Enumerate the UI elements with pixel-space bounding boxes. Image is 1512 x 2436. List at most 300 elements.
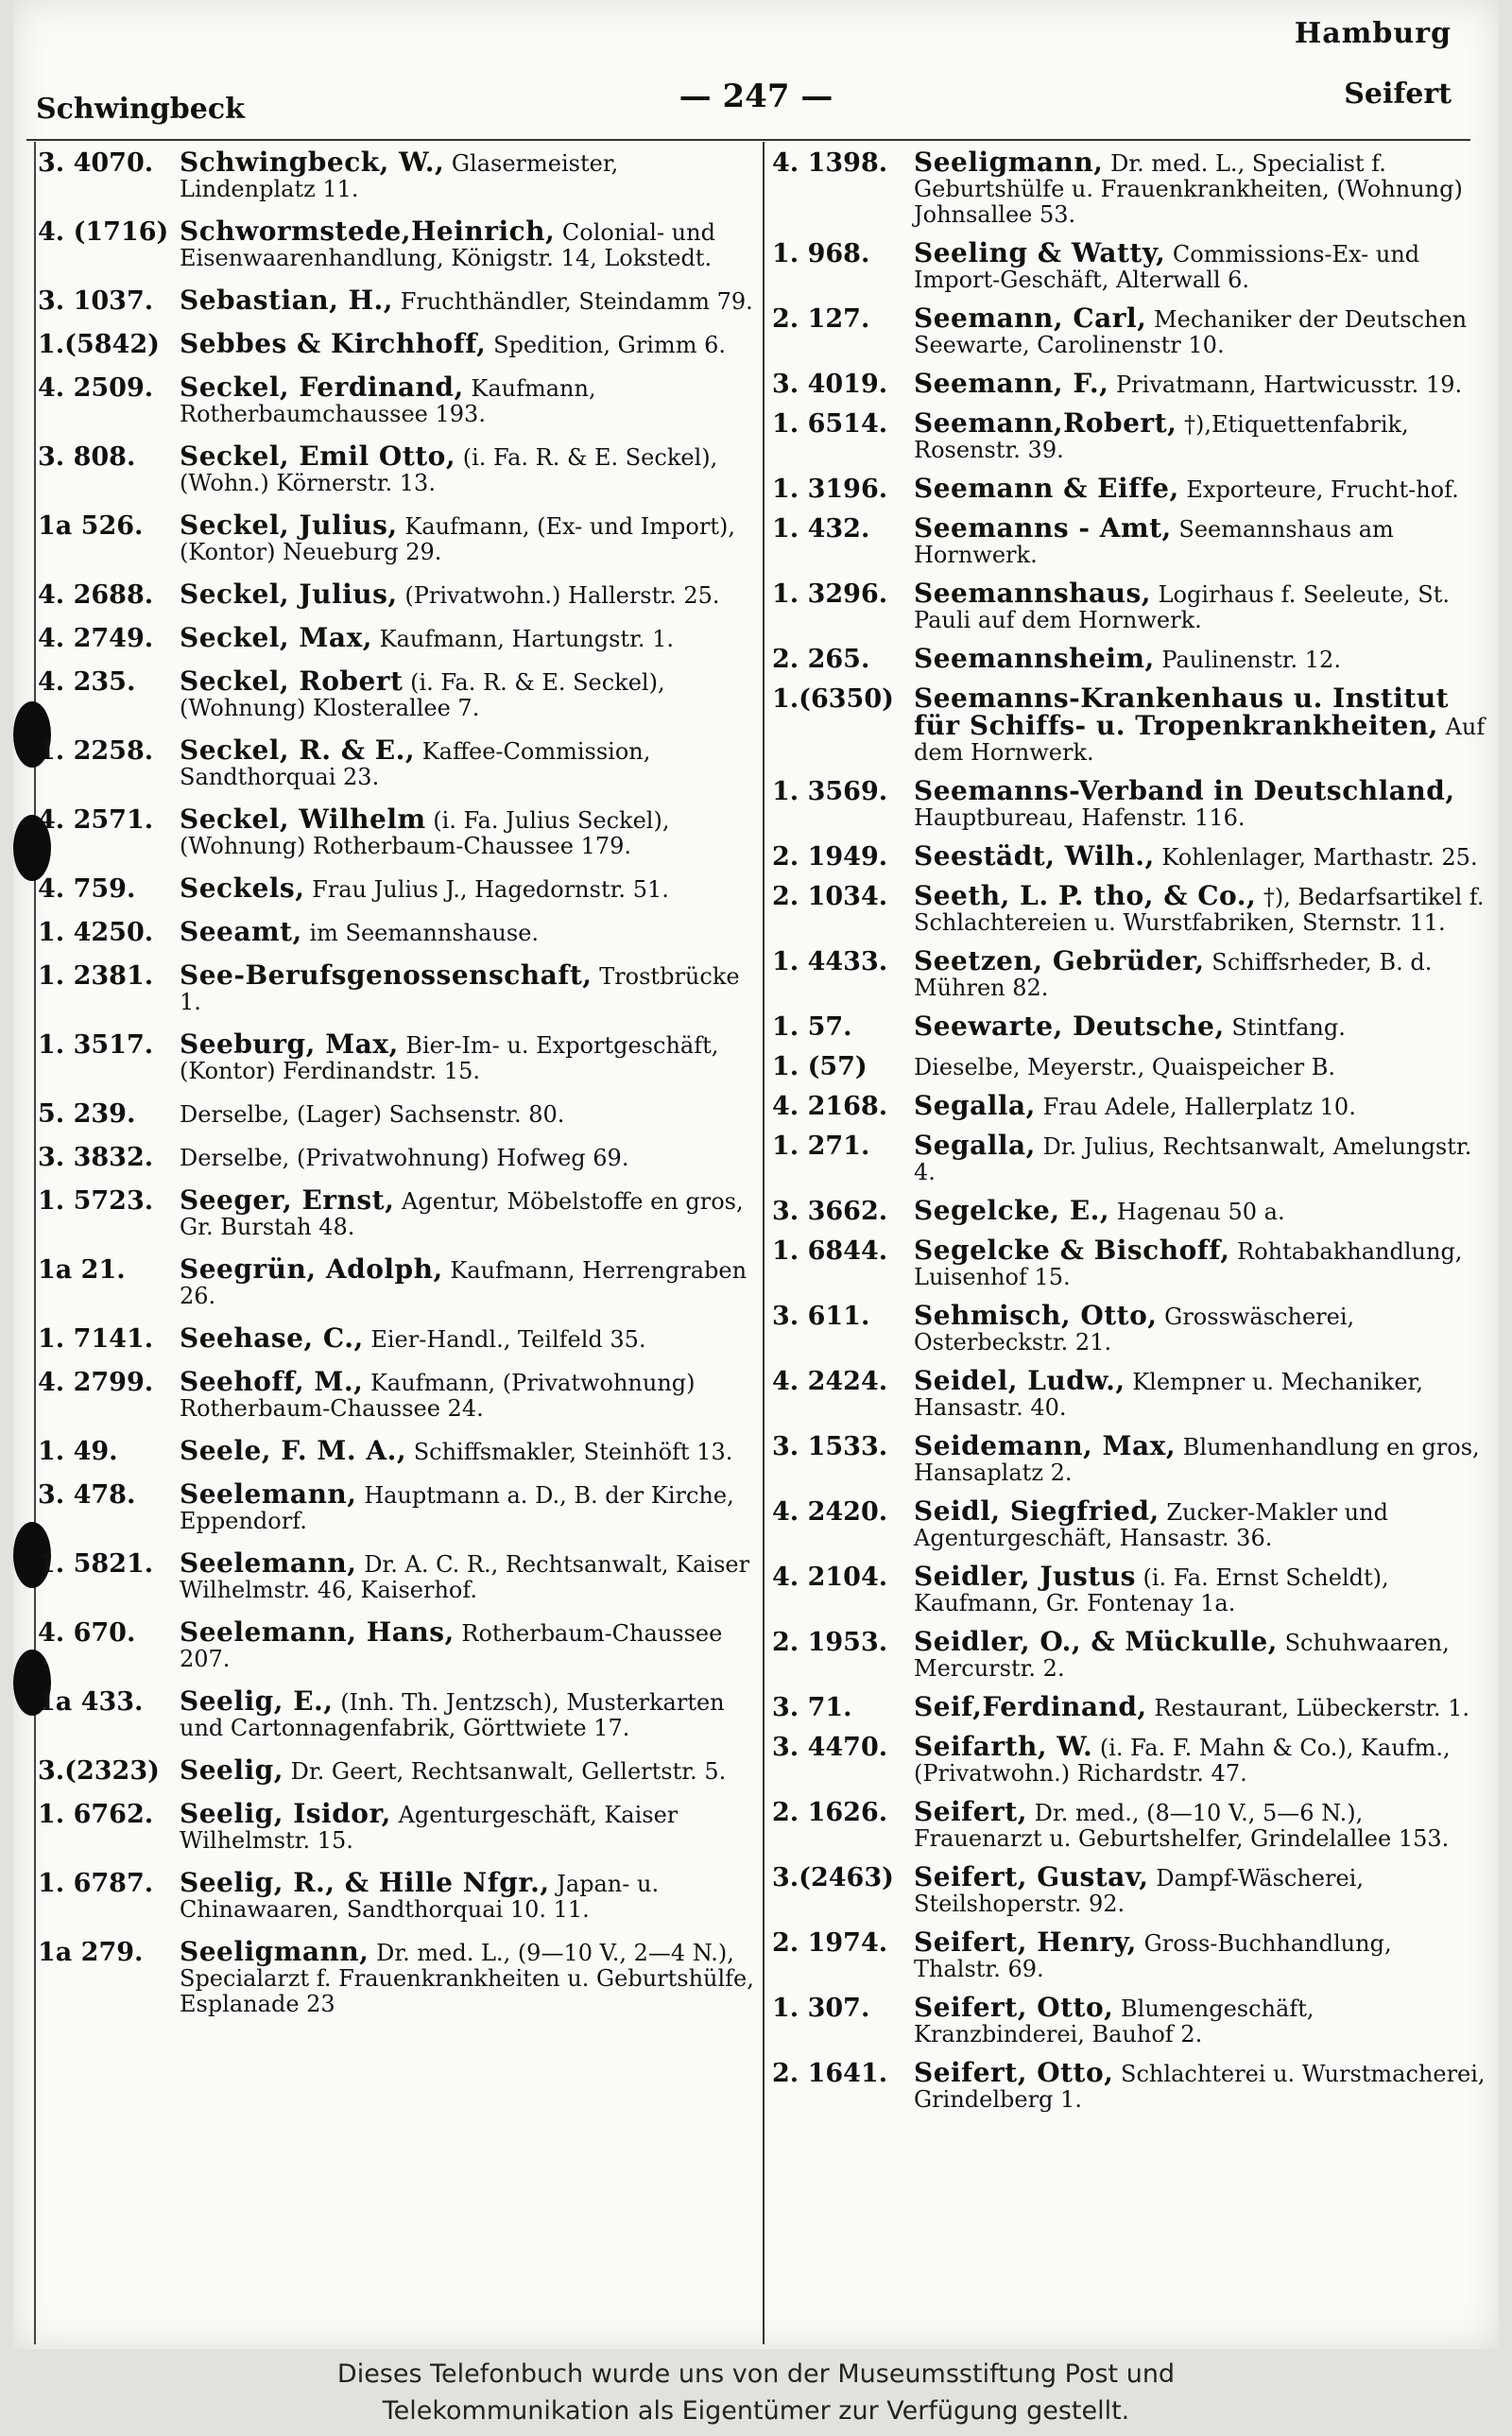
footer-line: Dieses Telefonbuch wurde uns von der Museumsstiftung Post und <box>336 2359 1176 2389</box>
entry-name: Seifert, <box>914 1796 1027 1827</box>
entry-name: Seemannshaus, <box>914 578 1151 609</box>
entry-name: Seemanns - Amt, <box>914 512 1172 544</box>
left-rule <box>34 142 36 2344</box>
column-divider <box>763 142 765 2344</box>
entry-text <box>180 328 756 359</box>
entry-name: Seeligmann, <box>180 1936 369 1967</box>
directory-entry <box>38 622 756 653</box>
directory-entry <box>38 1435 756 1466</box>
entry-name: Sebastian, H., <box>180 285 394 316</box>
entry-text <box>180 959 756 1015</box>
entry-text <box>914 1195 1486 1226</box>
entry-name: Seemanns-Verband in Deutschland, <box>914 775 1455 806</box>
directory-entry <box>772 580 1486 633</box>
entry-details: Dieselbe, Meyerstr., Quaispeicher B. <box>914 1054 1335 1080</box>
entry-name: Seehoff, M., <box>180 1366 364 1397</box>
left-column <box>38 149 756 2033</box>
entry-details: Kohlenlager, Marthastr. 25. <box>1161 844 1478 871</box>
phone-number: 4. 1398. <box>772 148 888 178</box>
phone-number: 4. 2509. <box>38 373 154 403</box>
entry-text <box>914 2057 1486 2113</box>
entry-text <box>180 1322 756 1354</box>
entry-text <box>180 371 756 427</box>
entry-details: Hauptbureau, Hafenstr. 116. <box>914 804 1246 831</box>
entry-name: Seehase, C., <box>180 1322 364 1354</box>
phone-number: 4. 2799. <box>38 1368 154 1397</box>
phone-number: 3. 4470. <box>772 1733 888 1762</box>
entry-text <box>914 1992 1486 2047</box>
phone-number: 4. 759. <box>38 874 136 904</box>
entry-details: Stintfang. <box>1231 1014 1346 1041</box>
phone-number: 3.(2323) <box>38 1756 160 1786</box>
entry-text <box>180 1936 756 2017</box>
entry-text <box>914 1561 1486 1616</box>
entry-details: Gross-Buchhandlung, Thalstr. 69. <box>914 1930 1392 1982</box>
entry-name: Seckel, Julius, <box>180 579 398 610</box>
phone-number: 1. 6787. <box>38 1869 154 1898</box>
entry-name: Seelig, E., <box>180 1685 334 1717</box>
phone-number: 3.(2463) <box>772 1863 894 1892</box>
phone-number: 3. 611. <box>772 1302 870 1331</box>
phone-number: 2. 1953. <box>772 1628 888 1657</box>
phone-number: 2. 127. <box>772 304 870 334</box>
entry-name: Seelemann, Hans, <box>180 1616 455 1648</box>
entry-text <box>914 1926 1486 1982</box>
entry-details: Kaufmann, Rotherbaumchaussee 193. <box>180 375 596 427</box>
phone-number: 1. 3196. <box>772 475 888 504</box>
directory-entry <box>772 1992 1486 2047</box>
entry-name: Schwingbeck, W., <box>180 147 445 178</box>
right-column <box>772 149 1486 2125</box>
directory-entry <box>772 643 1486 674</box>
directory-entry <box>772 512 1486 568</box>
entry-details: Paulinenstr. 12. <box>1161 647 1341 673</box>
entry-name: Seeling & Watty, <box>914 237 1166 268</box>
phone-number: 1. 2258. <box>38 736 154 766</box>
entry-name: Seckel, Wilhelm <box>180 803 426 835</box>
entry-name: Seifert, Gustav, <box>914 1861 1149 1892</box>
directory-entry <box>38 1685 756 1741</box>
phone-number: 1a 433. <box>38 1687 144 1717</box>
phone-number: 1. 968. <box>772 239 870 268</box>
header-right-word: Seifert <box>1344 78 1452 111</box>
directory-entry <box>772 1132 1486 1185</box>
entry-name: Seidemann, Max, <box>914 1430 1177 1461</box>
footer-notice <box>0 2356 1512 2429</box>
entry-text <box>914 407 1486 463</box>
directory-entry <box>38 1754 756 1786</box>
entry-details: Dr. Julius, Rechtsanwalt, Amelungstr. 4. <box>914 1133 1472 1185</box>
entry-name: Seckel, R. & E., <box>180 734 416 766</box>
directory-entry <box>772 407 1486 463</box>
entry-text <box>180 512 756 565</box>
entry-name: Seeth, L. P. tho, & Co., <box>914 880 1257 911</box>
phone-number: 4. 2571. <box>38 805 154 835</box>
entry-text <box>180 1253 756 1309</box>
directory-entry <box>38 1144 756 1171</box>
header-rule <box>26 139 1470 141</box>
entry-text <box>914 1731 1486 1787</box>
entry-details: (Inh. Th. Jentzsch), Musterkarten und Cartonnagenfabrik, Görttwiete 17. <box>180 1689 725 1741</box>
directory-entry <box>38 1100 756 1128</box>
entry-text <box>914 1090 1486 1121</box>
entry-text <box>180 1685 756 1741</box>
entry-details: Derselbe, (Lager) Sachsenstr. 80. <box>180 1101 565 1128</box>
entry-details: Restaurant, Lübeckerstr. 1. <box>1154 1695 1470 1721</box>
directory-entry <box>772 1013 1486 1041</box>
entry-name: Seelemann, <box>180 1478 357 1510</box>
entry-text <box>914 1365 1486 1421</box>
phone-number: 3. 3662. <box>772 1197 888 1226</box>
entry-text <box>914 1626 1486 1682</box>
phone-number: 3. 3832. <box>38 1143 154 1172</box>
entry-text <box>180 916 756 947</box>
entry-text <box>180 287 756 315</box>
entry-text <box>914 149 1486 228</box>
directory-entry <box>38 803 756 859</box>
phone-number: 3. 1037. <box>38 286 154 316</box>
directory-entry <box>772 775 1486 831</box>
directory-entry <box>38 149 756 202</box>
entry-name: Seifarth, W. <box>914 1731 1093 1762</box>
phone-number: 3. 1533. <box>772 1432 888 1461</box>
directory-entry <box>772 475 1486 503</box>
entry-name: Seif,Ferdinand, <box>914 1691 1147 1722</box>
phone-number: 1. 5723. <box>38 1186 154 1216</box>
entry-text <box>180 1867 756 1923</box>
phone-number: 5. 239. <box>38 1099 136 1129</box>
directory-entry <box>772 1926 1486 1982</box>
entry-name: Schwormstede,Heinrich, <box>180 216 556 247</box>
entry-name: Seewarte, Deutsche, <box>914 1011 1225 1042</box>
phone-number: 4. 235. <box>38 667 136 697</box>
entry-name: Seifert, Henry, <box>914 1926 1137 1958</box>
entry-name: Seelig, <box>180 1754 284 1786</box>
entry-name: Seeligmann, <box>914 147 1104 178</box>
entry-details: Glasermeister, Lindenplatz 11. <box>180 150 619 202</box>
entry-text <box>914 643 1486 674</box>
directory-entry <box>772 1090 1486 1121</box>
entry-details: Schiffsrheder, B. d. Mühren 82. <box>914 949 1433 1001</box>
entry-details: Dr. A. C. R., Rechtsanwalt, Kaiser Wilhelmstr. 46, Kaiserhof. <box>180 1551 750 1603</box>
directory-entry <box>38 1366 756 1422</box>
entry-text <box>180 1547 756 1603</box>
entry-text <box>180 872 756 904</box>
entry-details: Logirhaus f. Seeleute, St. Pauli auf dem Hornwerk. <box>914 581 1450 633</box>
entry-text <box>914 775 1486 831</box>
entry-details: Kaufmann, Hartungstr. 1. <box>379 626 675 652</box>
entry-details: Eier-Handl., Teilfeld 35. <box>370 1326 646 1353</box>
directory-entry <box>772 237 1486 293</box>
directory-entry <box>38 1547 756 1603</box>
entry-details: Privatmann, Hartwicusstr. 19. <box>1116 371 1463 398</box>
phone-number: 4. 2424. <box>772 1367 888 1396</box>
phone-number: 3. 808. <box>38 442 136 472</box>
entry-text <box>914 237 1486 293</box>
entry-details: Dr. med., (8—10 V., 5—6 N.), Frauenarzt u. Geburtshelfer, Grindelallee 153. <box>914 1800 1450 1852</box>
directory-entry <box>38 1184 756 1240</box>
phone-number: 1. 2381. <box>38 961 154 991</box>
header-left-word: Schwingbeck <box>36 93 245 126</box>
entry-text <box>914 1691 1486 1722</box>
entry-name: Sehmisch, Otto, <box>914 1300 1158 1331</box>
entry-details: Bier-Im- u. Exportgeschäft, (Kontor) Ferdinandstr. 15. <box>180 1032 719 1084</box>
entry-text <box>180 1184 756 1240</box>
phone-number: 4. (1716) <box>38 217 169 247</box>
phone-number: 1. 57. <box>772 1012 852 1042</box>
phone-number: 1. 7141. <box>38 1324 154 1354</box>
entry-name: Seidler, Justus <box>914 1561 1136 1592</box>
phone-number: 3. 4070. <box>38 148 154 178</box>
directory-entry <box>772 302 1486 358</box>
entry-text <box>914 682 1486 766</box>
directory-entry <box>38 328 756 359</box>
entry-name: Seelig, R., & Hille Nfgr., <box>180 1867 550 1898</box>
phone-number: 1. 4250. <box>38 918 154 947</box>
entry-name: Seidler, O., & Mückulle, <box>914 1626 1278 1657</box>
phone-number: 1. 6844. <box>772 1236 888 1266</box>
entry-details: Kaufmann, Herrengraben 26. <box>180 1257 747 1309</box>
entry-text <box>180 622 756 653</box>
entry-text <box>914 1861 1486 1917</box>
directory-entry <box>772 2057 1486 2113</box>
phone-number: 1. 49. <box>38 1437 118 1466</box>
entry-details: (i. Fa. Julius Seckel), (Wohnung) Rotherbaum-Chaussee 179. <box>180 807 670 859</box>
directory-entry <box>38 1253 756 1309</box>
entry-details: Spedition, Grimm 6. <box>493 332 726 358</box>
entry-text <box>180 149 756 202</box>
entry-text <box>180 734 756 790</box>
directory-entry <box>38 916 756 947</box>
entry-name: Segalla, <box>914 1090 1036 1121</box>
entry-details: Trostbrücke 1. <box>180 963 740 1015</box>
entry-name: Sebbes & Kirchhoff, <box>180 328 487 359</box>
entry-name: Seckel, Ferdinand, <box>180 371 464 403</box>
directory-entry <box>772 1300 1486 1356</box>
directory-entry <box>38 1478 756 1534</box>
phone-number: 1. 4433. <box>772 947 888 976</box>
entry-text <box>180 218 756 271</box>
entry-text <box>914 1053 1486 1080</box>
footer-line: Telekommunikation als Eigentümer zur Verfügung gestellt. <box>382 2396 1130 2426</box>
phone-number: 1. (57) <box>772 1052 868 1081</box>
entry-name: Segelcke & Bischoff, <box>914 1235 1230 1266</box>
entry-details: †),Etiquettenfabrik, Rosenstr. 39. <box>914 411 1409 463</box>
phone-number: 1. 3517. <box>38 1030 154 1060</box>
directory-entry <box>772 1195 1486 1226</box>
entry-details: Dr. Geert, Rechtsanwalt, Gellertstr. 5. <box>290 1758 727 1785</box>
entry-name: Seifert, Otto, <box>914 1992 1114 2023</box>
entry-name: Seetzen, Gebrüder, <box>914 945 1205 976</box>
directory-entry <box>38 512 756 565</box>
phone-number: 1a 21. <box>38 1255 126 1285</box>
entry-text <box>914 1300 1486 1356</box>
phone-number: 1a 526. <box>38 511 144 541</box>
entry-details: Schiffsmakler, Steinhöft 13. <box>413 1439 733 1465</box>
entry-name: Seelig, Isidor, <box>180 1798 391 1829</box>
phone-number: 3. 478. <box>38 1480 136 1510</box>
directory-entry <box>772 1691 1486 1722</box>
entry-text <box>180 1028 756 1084</box>
entry-text <box>914 368 1486 399</box>
phone-number: 3. 4019. <box>772 370 888 399</box>
entry-details: Mechaniker der Deutschen Seewarte, Carolinenstr 10. <box>914 306 1468 358</box>
entry-text <box>914 1132 1486 1185</box>
directory-entry <box>38 872 756 904</box>
phone-number: 1. 3296. <box>772 579 888 609</box>
phone-number: 4. 2420. <box>772 1497 888 1527</box>
entry-text <box>180 443 756 496</box>
entry-text <box>914 1796 1486 1852</box>
entry-details: Commissions-Ex- und Import-Geschäft, Alterwall 6. <box>914 241 1420 293</box>
entry-text <box>914 945 1486 1001</box>
phone-number: 2. 1641. <box>772 2059 888 2088</box>
directory-entry <box>772 1731 1486 1787</box>
entry-name: Seidl, Siegfried, <box>914 1495 1160 1527</box>
entry-name: Seckel, Emil Otto, <box>180 441 456 472</box>
entry-name: Seemann, Carl, <box>914 302 1147 334</box>
directory-entry <box>772 1237 1486 1290</box>
entry-text <box>180 1366 756 1422</box>
entry-details: (Privatwohn.) Hallerstr. 25. <box>404 582 720 609</box>
entry-details: Seemannshaus am Hornwerk. <box>914 516 1394 568</box>
entry-name: Seemanns-Krankenhaus u. Institut für Schiffs- u. Tropenkrankheiten, <box>914 682 1450 741</box>
entry-text <box>180 1100 756 1128</box>
directory-entry <box>38 287 756 315</box>
entry-text <box>914 1430 1486 1486</box>
entry-details: Kaufmann, (Ex- und Import), (Kontor) Neueburg 29. <box>180 513 735 565</box>
directory-entry <box>772 682 1486 766</box>
entry-details: Rohtabakhandlung, Luisenhof 15. <box>914 1238 1463 1290</box>
entry-details: Exporteure, Frucht-hof. <box>1186 476 1459 503</box>
directory-entry <box>772 149 1486 228</box>
entry-text <box>914 1013 1486 1041</box>
page-number: — 247 — <box>679 78 833 115</box>
directory-entry <box>38 371 756 427</box>
entry-name: Seemann,Robert, <box>914 407 1177 439</box>
entry-text <box>180 1478 756 1534</box>
entry-name: Seele, F. M. A., <box>180 1435 407 1466</box>
entry-details: Colonial- und Eisenwaarenhandlung, Königstr. 14, Lokstedt. <box>180 219 715 271</box>
entry-name: See-Berufsgenossenschaft, <box>180 959 593 991</box>
entry-details: Fruchthändler, Steindamm 79. <box>400 288 753 315</box>
phone-number: 1. 3569. <box>772 777 888 806</box>
entry-name: Seemann, F., <box>914 368 1109 399</box>
entry-text <box>180 1754 756 1786</box>
entry-name: Seeamt, <box>180 916 302 947</box>
entry-text <box>914 1237 1486 1290</box>
directory-entry <box>38 443 756 496</box>
entry-text <box>914 880 1486 936</box>
entry-text <box>180 1435 756 1466</box>
entry-text <box>180 581 756 609</box>
entry-details: Blumengeschäft, Kranzbinderei, Bauhof 2. <box>914 1995 1314 2047</box>
phone-number: 4. 670. <box>38 1618 136 1648</box>
entry-text <box>180 803 756 859</box>
entry-name: Seegrün, Adolph, <box>180 1253 443 1285</box>
directory-entry <box>38 218 756 271</box>
entry-details: Frau Julius J., Hagedornstr. 51. <box>312 876 669 903</box>
entry-details: Schlachterei u. Wurstmacherei, Grindelberg 1. <box>914 2061 1486 2113</box>
entry-name: Seidel, Ludw., <box>914 1365 1125 1396</box>
entry-name: Segelcke, E., <box>914 1195 1110 1226</box>
directory-entry <box>38 1798 756 1854</box>
directory-entry <box>772 945 1486 1001</box>
entry-details: Kaufmann, (Privatwohnung) Rotherbaum-Chaussee 24. <box>180 1370 696 1422</box>
entry-name: Seestädt, Wilh., <box>914 840 1155 872</box>
phone-number: 3. 71. <box>772 1693 852 1722</box>
entry-details: Grosswäscherei, Osterbeckstr. 21. <box>914 1304 1355 1356</box>
entry-details: Frau Adele, Hallerplatz 10. <box>1042 1094 1356 1120</box>
phone-number: 4. 2688. <box>38 580 154 610</box>
entry-name: Segalla, <box>914 1130 1036 1161</box>
entry-text <box>914 1495 1486 1551</box>
entry-text <box>180 1616 756 1672</box>
entry-name: Seifert, Otto, <box>914 2057 1114 2088</box>
entry-details: Hauptmann a. D., B. der Kirche, Eppendorf. <box>180 1482 734 1534</box>
directory-entry <box>38 1616 756 1672</box>
directory-entry <box>772 1561 1486 1616</box>
entry-details: (i. Fa. F. Mahn & Co.), Kaufm., (Privatwohn.) Richardstr. 47. <box>914 1735 1451 1787</box>
directory-entry <box>772 368 1486 399</box>
phone-number: 4. 2168. <box>772 1092 888 1121</box>
phone-number: 4. 2104. <box>772 1563 888 1592</box>
entry-details: (i. Fa. Ernst Scheldt), Kaufmann, Gr. Fontenay 1a. <box>914 1564 1389 1616</box>
entry-name: Seckel, Max, <box>180 622 373 653</box>
entry-text <box>180 665 756 721</box>
directory-entry <box>772 1626 1486 1682</box>
directory-entry <box>38 1028 756 1084</box>
entry-name: Seckel, Robert <box>180 665 404 697</box>
directory-entry <box>38 959 756 1015</box>
phone-number: 2. 1974. <box>772 1928 888 1958</box>
entry-details: Zucker-Makler und Agenturgeschäft, Hansastr. 36. <box>914 1499 1388 1551</box>
phone-number: 2. 1034. <box>772 882 888 911</box>
entry-details: im Seemannshause. <box>309 920 540 946</box>
directory-entry <box>38 665 756 721</box>
phone-number: 1. 307. <box>772 1994 870 2023</box>
phone-number: 1.(6350) <box>772 684 894 714</box>
entry-text <box>180 1798 756 1854</box>
entry-details: Japan- u. Chinawaaren, Sandthorquai 10. 11. <box>180 1871 660 1923</box>
entry-name: Seeger, Ernst, <box>180 1184 395 1216</box>
entry-name: Seeburg, Max, <box>180 1028 399 1060</box>
entry-text <box>914 475 1486 503</box>
directory-entry <box>38 1936 756 2017</box>
entry-details: Rotherbaum-Chaussee 207. <box>180 1620 723 1672</box>
directory-entry <box>772 1796 1486 1852</box>
entry-name: Seckel, Julius, <box>180 510 398 541</box>
entry-name: Seelemann, <box>180 1547 357 1579</box>
entry-details: Kaffee-Commission, Sandthorquai 23. <box>180 738 651 790</box>
phone-number: 2. 1949. <box>772 842 888 872</box>
entry-details: Blumenhandlung en gros, Hansaplatz 2. <box>914 1434 1480 1486</box>
directory-page <box>13 0 1499 2349</box>
entry-details: Schuhwaaren, Mercurstr. 2. <box>914 1630 1450 1682</box>
directory-entry <box>772 1495 1486 1551</box>
phone-number: 2. 1626. <box>772 1798 888 1827</box>
phone-number: 1. 5821. <box>38 1549 154 1579</box>
directory-entry <box>772 1053 1486 1080</box>
entry-details: Derselbe, (Privatwohnung) Hofweg 69. <box>180 1145 629 1171</box>
directory-entry <box>772 840 1486 872</box>
phone-number: 1. 6762. <box>38 1800 154 1829</box>
entry-name: Seemannsheim, <box>914 643 1155 674</box>
directory-entry <box>38 1867 756 1923</box>
entry-text <box>914 580 1486 633</box>
phone-number: 1. 271. <box>772 1132 870 1161</box>
entry-name: Seckels, <box>180 872 305 904</box>
